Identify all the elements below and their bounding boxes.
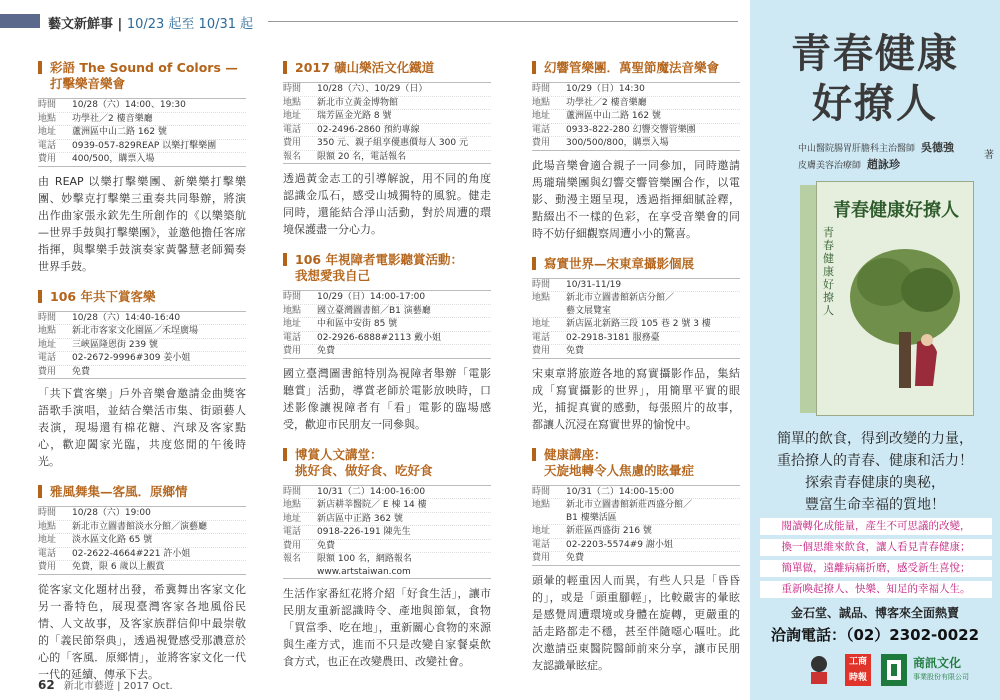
info-label: 地點 <box>283 500 302 510</box>
info-value: 三峽區隆恩街 239 號 <box>72 339 158 350</box>
page-number: 62 <box>38 678 55 692</box>
info-row <box>38 352 246 366</box>
event-description: 透過黃金志工的引導解說，用不同的角度認識金瓜石，感受山城獨特的風貌。健走同時，還能結合淨山活動，對於周遭的環境保護盡一分心力。 <box>283 172 491 236</box>
info-value: 10/28（六）、10/29（日） <box>317 84 428 94</box>
book-cover-vertical-text: 青春健康好撩人 <box>823 226 834 317</box>
title-marker <box>38 61 42 74</box>
book-cover-title: 青春健康好撩人 <box>833 200 959 221</box>
info-row <box>283 540 491 554</box>
event-listing <box>38 60 246 275</box>
info-row <box>38 113 246 127</box>
info-label: 地點 <box>38 326 57 336</box>
title-marker <box>283 61 287 74</box>
info-value: 02-2203-5574#9 謝小姐 <box>566 539 673 550</box>
publisher-subtitle: 事業股份有限公司 <box>913 673 969 681</box>
title-marker <box>532 61 536 74</box>
info-row <box>283 513 491 527</box>
info-value: 新莊區西盛街 216 號 <box>566 526 652 536</box>
info-row <box>283 332 491 346</box>
info-label: 時間 <box>532 486 551 497</box>
info-row <box>38 339 246 353</box>
event-description: 此場音樂會適合親子一同參加，同時邀請馬瓏瑞樂團與幻響交響管樂團合作，以電影、動漫主題呈現，透過指揮細膩詮釋，點綴出不一樣的色彩，在享受音樂會的同時不妨仔細觀察周遭小小的驚喜。 <box>532 158 740 240</box>
event-description: 宋東章將旅遊各地的寫實攝影作品，集結成「寫實攝影的世界」，用簡單平實的眼光，捕捉真實的感動，每張照片的故事，都讓人沉浸在寫實世界的愉悅中。 <box>532 366 740 431</box>
ad-title-line-2: 好撩人 <box>812 80 938 127</box>
tree-illustration-icon <box>845 242 965 392</box>
info-value: 02-2926-6888#2113 戴小姐 <box>317 332 442 343</box>
event-title <box>38 60 246 92</box>
event-title <box>283 60 491 76</box>
info-value: 400/500，購票入場 <box>72 154 155 164</box>
info-row <box>283 151 491 164</box>
ad-promo-lines <box>760 518 992 602</box>
info-row <box>38 325 246 339</box>
info-value: 淡水區文化路 65 號 <box>72 535 153 545</box>
mascot-logo-icon <box>805 654 833 686</box>
info-label: 時間 <box>283 486 302 497</box>
info-value: 350 元、親子組享優惠價每人 300 元 <box>317 138 468 148</box>
event-title <box>532 447 740 479</box>
info-label: 地點 <box>532 97 551 108</box>
info-label: 電話 <box>38 353 57 363</box>
info-value: 10/29（日）14:30 <box>566 84 645 94</box>
event-info-table <box>283 290 491 359</box>
info-row <box>532 345 740 358</box>
info-label: 地點 <box>532 500 551 510</box>
info-value: 免費 <box>566 553 585 563</box>
info-value: 0939-057-829REAP 以樂打擊樂團 <box>72 140 217 151</box>
title-marker <box>38 485 42 498</box>
info-label: 地點 <box>38 521 57 532</box>
event-listing <box>283 447 491 671</box>
section-title: 藝文新鮮事 | 10/23 起至 10/31 起 <box>48 17 254 32</box>
title-marker <box>283 448 287 461</box>
book-cover-image <box>800 181 975 416</box>
info-value: 10/28（六）19:00 <box>72 508 151 518</box>
page-footer: 62 新北市藝遊 | 2017 Oct. <box>38 678 173 692</box>
info-label: 電話 <box>532 539 551 550</box>
info-label: 時間 <box>38 312 57 323</box>
event-listing <box>283 252 491 433</box>
info-label: 時間 <box>38 100 57 110</box>
info-value: 新北市立圖書館新莊西盛分館／ B1 樓樂活區 <box>566 500 693 523</box>
info-label: 地址 <box>532 526 551 536</box>
publication-name: 新北市藝遊 <box>63 681 114 692</box>
info-label: 報名 <box>283 554 302 564</box>
info-label: 地址 <box>38 535 57 545</box>
event-title-text: 健康講座： 天旋地轉令人焦慮的眩暈症 <box>544 446 695 478</box>
title-marker <box>532 257 536 270</box>
info-label: 電話 <box>38 548 57 559</box>
info-value: 10/29（日）14:00-17:00 <box>317 292 426 302</box>
info-value: 02-2918-3181 服務臺 <box>566 332 660 343</box>
info-value: 蘆洲區中山二路 162 號 <box>72 127 167 137</box>
info-row <box>532 525 740 539</box>
event-info-table <box>38 98 246 167</box>
event-description: 從客家文化題材出發，希冀舞出客家文化另一番特色，展現臺灣客家各地風俗民情、人文故事，及客家族群信仰中最崇敬的「義民節祭典」，透過視覺感受那濃意於心的「客風．原鄉情」，並將客家文化一代一代的延續、傳承下去。 <box>38 582 246 681</box>
info-value: 10/31-11/19 <box>566 279 622 290</box>
info-label: 費用 <box>283 138 302 148</box>
info-label: 地點 <box>532 293 551 303</box>
info-value: 新北市立圖書館新店分館／ 藝文展覽室 <box>566 293 675 316</box>
info-row <box>38 548 246 562</box>
info-row <box>283 83 491 97</box>
info-label: 費用 <box>532 138 551 148</box>
info-row <box>38 561 246 574</box>
info-label: 電話 <box>283 124 302 135</box>
column-1 <box>38 60 246 697</box>
info-label: 地址 <box>38 127 57 137</box>
event-title-text: 幻響管樂團．萬聖節魔法音樂會 <box>544 60 720 75</box>
title-marker <box>38 290 42 303</box>
info-label: 電話 <box>283 527 302 537</box>
ad-logos <box>805 648 995 696</box>
info-row <box>283 305 491 319</box>
info-row <box>532 110 740 124</box>
event-info-table <box>283 485 491 580</box>
info-label: 費用 <box>38 562 57 572</box>
info-row <box>532 279 740 293</box>
info-value: 新店區中正路 362 號 <box>317 513 403 524</box>
column-3 <box>532 60 740 688</box>
event-title-text: 106 年共下賞客樂 <box>50 288 156 304</box>
info-row <box>532 97 740 111</box>
page-header <box>0 8 740 34</box>
info-row <box>532 332 740 346</box>
info-label: 電話 <box>283 332 302 343</box>
info-value: 02-2496-2860 預約專線 <box>317 124 420 135</box>
info-row <box>38 153 246 166</box>
book-cover <box>816 181 974 416</box>
ad-authors <box>798 140 994 174</box>
author2-role: 皮膚美容治療師 <box>798 161 862 171</box>
info-value: 300/500/800，購票入場 <box>566 138 669 148</box>
info-label: 時間 <box>283 292 302 302</box>
info-row <box>532 137 740 150</box>
event-listing <box>532 447 740 674</box>
promo-line: 簡單做，遠離病痛折磨，感受新生喜悅； <box>760 560 992 577</box>
header-rule <box>268 21 738 22</box>
info-value: 02-2672-9996#309 姜小姐 <box>72 353 191 363</box>
title-marker <box>283 253 287 266</box>
issue-label: 2017 Oct. <box>123 681 173 692</box>
info-row <box>532 83 740 97</box>
info-row <box>532 552 740 565</box>
info-label: 時間 <box>283 84 302 94</box>
header-bar <box>0 14 40 28</box>
info-row <box>38 99 246 113</box>
info-value: 功學社／2 樓音樂廳 <box>566 97 647 108</box>
event-listing <box>38 289 246 471</box>
info-row <box>283 318 491 332</box>
info-value: 10/31（二）14:00-15:00 <box>566 486 675 497</box>
info-row <box>38 521 246 535</box>
info-row <box>38 534 246 548</box>
info-row <box>283 110 491 124</box>
info-label: 費用 <box>532 553 551 563</box>
info-label: 時間 <box>532 279 551 290</box>
event-info-table <box>532 82 740 151</box>
author2-name: 趙詠珍 <box>867 158 901 171</box>
info-label: 時間 <box>38 508 57 518</box>
info-label: 費用 <box>38 366 57 377</box>
date-range: 10/23 起至 10/31 起 <box>126 17 254 32</box>
publisher-name: 商訊文化 <box>913 656 962 670</box>
info-value: 免費，限 6 歲以上觀賞 <box>72 562 165 572</box>
info-value: 10/31（二）14:00-16:00 <box>317 486 426 497</box>
info-value: 0933-822-280 幻響交響管樂團 <box>566 124 696 135</box>
event-listing <box>38 484 246 683</box>
event-title <box>38 484 246 500</box>
event-title <box>532 256 740 272</box>
ad-retailers: 金石堂、誠品、博客來全面熱賣 <box>790 606 959 620</box>
info-value: 限額 20 名，電話報名 <box>317 151 407 162</box>
info-value: 免費 <box>317 346 336 356</box>
info-value: 新店區北新路三段 105 巷 2 號 3 樓 <box>566 319 711 329</box>
info-label: 地點 <box>38 113 57 124</box>
info-value: 02-2622-4664#221 許小姐 <box>72 548 191 559</box>
commercial-times-logo: 工商時報 <box>845 654 871 686</box>
info-row <box>532 486 740 500</box>
info-row <box>283 499 491 513</box>
ad-phone: 洽詢電話：（02）2302-0022 <box>770 626 980 644</box>
info-label: 地址 <box>38 339 57 350</box>
info-row <box>283 526 491 540</box>
event-listing <box>532 256 740 433</box>
event-title <box>283 447 491 479</box>
ad-tagline-1: 簡單的飲食，得到改變的力量， 重拾撩人的青春、健康和活力！ <box>777 431 973 469</box>
info-row <box>38 312 246 326</box>
title-marker <box>532 448 536 461</box>
info-value: 蘆洲區中山二路 162 號 <box>566 111 661 121</box>
info-row <box>283 124 491 138</box>
event-description: 國立臺灣圖書館特別為視障者舉辦「電影聽賞」活動，導賞老師於電影放映時，口述影像讓視障者有「看」電影的臨場感受，歡迎市民朋友一同參與。 <box>283 366 491 431</box>
info-value: 新北市立圖書館淡水分館／演藝廳 <box>72 521 208 532</box>
info-value: 新北市客家文化園區／禾埕廣場 <box>72 326 199 336</box>
info-row <box>532 292 740 318</box>
event-title-text: 雅風舞集—客風．原鄉情 <box>50 484 188 499</box>
info-row <box>283 291 491 305</box>
promo-line: 換一個思維來飲食，讓人看見青春健康； <box>760 539 992 556</box>
info-row <box>532 539 740 553</box>
event-listing <box>283 60 491 238</box>
info-value: 中和區中安街 85 號 <box>317 319 398 329</box>
info-row <box>283 486 491 500</box>
event-description: 生活作家番紅花將介紹「好食生活」，讓市民朋友重新認識時令、產地與節氣，食物「買當季、吃在地」，重新關心食物的來源與生產方式，進而不只是改變自家餐桌飲食方式，也正在改變農田、改變社會。 <box>283 587 491 668</box>
event-info-table <box>38 311 246 380</box>
event-title <box>283 252 491 284</box>
info-value: 0918-226-191 陳先生 <box>317 527 411 537</box>
info-label: 地點 <box>283 305 302 316</box>
info-value: 免費 <box>566 346 585 356</box>
info-label: 費用 <box>38 154 57 164</box>
info-label: 地址 <box>283 319 302 329</box>
info-label: 電話 <box>532 332 551 343</box>
author1-role: 中山醫院腸胃肝膽科主治醫師 <box>798 144 916 154</box>
event-title <box>532 60 740 76</box>
info-label: 地址 <box>283 513 302 524</box>
info-label: 地址 <box>283 111 302 121</box>
info-value: 瑞芳區金光路 8 號 <box>317 111 392 121</box>
info-value: 新北市立黃金博物館 <box>317 97 399 108</box>
publisher-logo-icon <box>879 652 909 688</box>
info-value: 免費 <box>317 540 336 551</box>
info-row <box>283 345 491 358</box>
info-row <box>532 499 740 525</box>
info-label: 費用 <box>283 346 302 356</box>
info-row <box>283 553 491 578</box>
event-description: 頭暈的輕重因人而異，有些人只是「昏昏的」，或是「頭重腳輕」，比較嚴害的暈眩是感覺周遭環境或身體在旋轉，更嚴重的話走路都走不穩，甚至伴隨噁心嘔吐。此次邀請亞東醫院醫師前來分享，讓市民朋友認識暈眩症。 <box>532 573 740 672</box>
info-row <box>38 507 246 521</box>
info-value: 免費 <box>72 366 91 377</box>
event-title-text: 彩語 The Sound of Colors — 打擊樂音樂會 <box>50 60 238 91</box>
event-description: 由 REAP 以樂打擊樂團、新樂樂打擊樂團、妙擊克打擊樂三重奏共同舉辦，將演出作曲家張永欽先生所創作的《以樂築航—世界手鼓與打擊樂團》，並邀他擔任客席指揮，與擊樂手鼓演奏家黃馨慧老師獨奏世界手鼓。 <box>38 174 246 273</box>
info-value: 10/28（六）14:40-16:40 <box>72 312 181 323</box>
event-info-table <box>283 82 491 164</box>
event-title-text: 2017 礦山樂活文化鐵道 <box>295 60 435 75</box>
ad-title-line-1: 青春健康 <box>791 30 959 77</box>
info-row <box>38 366 246 379</box>
info-value: 國立臺灣圖書館／B1 演藝廳 <box>317 305 431 316</box>
author1-name: 吳德強 <box>921 141 955 154</box>
info-row <box>38 126 246 140</box>
column-2 <box>283 60 491 684</box>
info-row <box>532 124 740 138</box>
info-value: 新店耕莘醫院／ E 棟 14 樓 <box>317 500 427 510</box>
ad-tagline-2: 探索青春健康的奧秘， 豐富生命幸福的質地！ <box>805 475 945 513</box>
info-row <box>38 140 246 154</box>
info-label: 電話 <box>38 140 57 151</box>
event-title-text: 106 年視障者電影聽賞活動： 我想愛我自己 <box>295 252 463 283</box>
event-title-text: 博賞人文講堂： 挑好食、做好食、吃好食 <box>295 446 433 478</box>
info-label: 電話 <box>532 124 551 135</box>
info-value: 10/28（六）14:00、19:30 <box>72 100 186 110</box>
info-label: 時間 <box>532 84 551 94</box>
info-row <box>283 137 491 151</box>
info-label: 地點 <box>283 97 302 108</box>
info-label: 報名 <box>283 151 302 162</box>
event-info-table <box>532 485 740 566</box>
info-label: 地址 <box>532 319 551 329</box>
event-title <box>38 289 246 305</box>
event-description: 「共下賞客樂」戶外音樂會邀請金曲獎客語歌手演唱，並結合樂活市集、街頭藝人表演，現場還有棉花糖、汽球及客家點心，歡迎闔家光臨，共度悠閒的午後時光。 <box>38 387 246 468</box>
info-row <box>532 318 740 332</box>
event-title-text: 寫實世界—宋東章攝影個展 <box>544 255 695 271</box>
section-name: 藝文新鮮事 <box>48 17 114 32</box>
promo-line: 閱讀轉化成能量，產生不可思議的改變， <box>760 518 992 535</box>
event-info-table <box>532 278 740 359</box>
info-value: 限額 100 名，網路報名 www.artstaiwan.com <box>317 554 412 577</box>
info-label: 地址 <box>532 111 551 121</box>
promo-line: 重新喚起撩人、快樂、知足的幸福人生。 <box>760 581 992 598</box>
info-label: 費用 <box>283 540 302 551</box>
info-row <box>283 97 491 111</box>
author-suffix: 著 <box>984 150 994 161</box>
info-label: 費用 <box>532 346 551 356</box>
event-listing <box>532 60 740 242</box>
event-info-table <box>38 506 246 575</box>
info-value: 功學社／2 樓音樂廳 <box>72 113 153 124</box>
